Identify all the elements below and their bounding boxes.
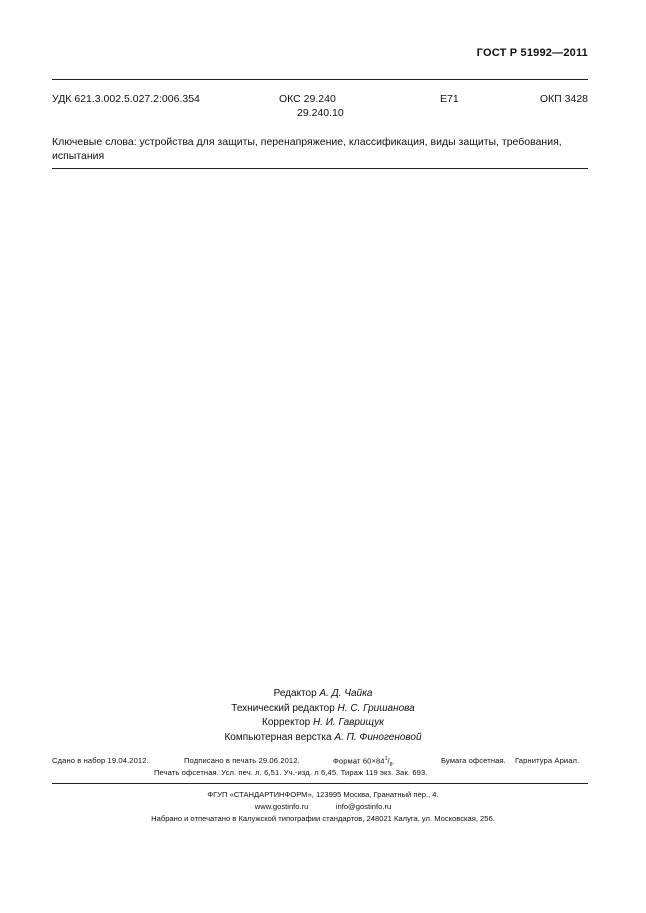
credits-block bbox=[0, 687, 646, 745]
keywords-text: Ключевые слова: устройства для защиты, перенапряжение, классификация, виды защиты, требования, испытания bbox=[52, 136, 562, 162]
credit-tech-editor bbox=[0, 702, 646, 717]
print-paper: Бумага офсетная. bbox=[441, 756, 506, 765]
layout-role: Компьютерная верстка bbox=[224, 731, 332, 743]
corrector-name: Н. И. Гаврищук bbox=[312, 717, 384, 728]
print-details-line2: Печать офсетная. Усл. печ. л. 6,51. Уч.-изд. л 6,45. Тираж 119 экз. Зак. 693. bbox=[154, 768, 428, 777]
keywords-rule bbox=[52, 168, 588, 169]
group-code: Е71 bbox=[440, 93, 459, 105]
publisher-email: info@gostinfo.ru bbox=[335, 802, 392, 811]
corrector-role: Корректор bbox=[262, 717, 311, 728]
publisher-contacts bbox=[0, 801, 646, 813]
publisher-line1: ФГУП «СТАНДАРТИНФОРМ», 123995 Москва, Гранатный пер., 4. bbox=[207, 790, 439, 799]
credit-editor bbox=[0, 687, 646, 702]
credit-corrector bbox=[0, 716, 646, 731]
editor-name: А. Д. Чайка bbox=[319, 688, 373, 699]
tech-editor-name: Н. С. Гришанова bbox=[337, 702, 415, 714]
credit-layout bbox=[0, 731, 646, 746]
tech-editor-role: Технический редактор bbox=[231, 702, 335, 714]
udk-code: УДК 621.3.002.5.027.2:006.354 bbox=[52, 93, 200, 105]
top-rule bbox=[52, 79, 588, 80]
print-signed: Подписано в печать 29.06.2012. bbox=[184, 756, 300, 765]
print-format: Формат $60\times 84^1/_8$. bbox=[333, 756, 395, 769]
publisher-rule bbox=[52, 783, 588, 784]
publisher-website: www.gostinfo.ru bbox=[254, 802, 309, 811]
format-sub: 8 bbox=[389, 762, 393, 769]
layout-name: А. П. Финогеновой bbox=[334, 731, 422, 743]
format-sup: 1 bbox=[384, 756, 388, 762]
oks-code-2: 29.240.10 bbox=[297, 107, 344, 119]
format-label: Формат bbox=[333, 756, 361, 766]
print-submitted: Сдано в набор 19.04.2012. bbox=[52, 756, 149, 765]
publisher-line3: Набрано и отпечатано в Калужской типографии стандартов, 248021 Калуга, ул. Московская, 256. bbox=[151, 814, 495, 823]
okp-code: ОКП 3428 bbox=[539, 93, 588, 105]
standard-number: ГОСТ Р 51992—2011 bbox=[476, 47, 588, 59]
editor-role: Редактор bbox=[273, 688, 317, 699]
print-typeface: Гарнитура Ариал. bbox=[515, 756, 580, 765]
oks-code-1: ОКС 29.240 bbox=[279, 93, 336, 105]
format-value: 60×84 bbox=[362, 756, 385, 766]
